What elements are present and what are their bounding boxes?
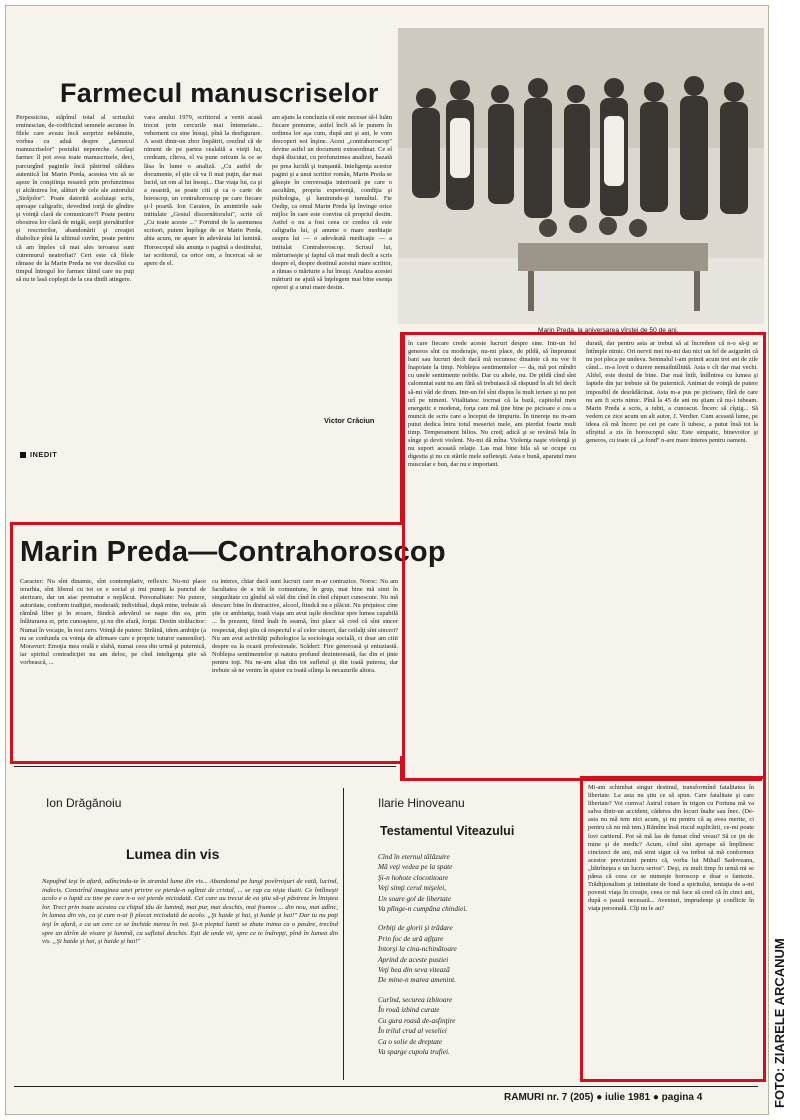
poem-line: Veţi simţi cerul mişelei, xyxy=(378,883,447,893)
poem-stanza-1 xyxy=(378,852,568,914)
poem-line: Şi-n hohote clocotitoare xyxy=(378,872,449,882)
inedit-label: INEDIT xyxy=(30,450,58,459)
article2-column-2: cu interes, chiar dacă sunt lucruri care m-ar contrazice. Noroc: Nu am facultatea de a trăi în comuniune, în grup, mai bine mă simt în singurătate cu gîndul să văd din cînd în cînd chipuri cunoscute. Nu mă descurc bine în distractive, alcool, fiindcă nu e plăcut. Nu preţuiesc cine ştie ce ambianţa, toată viaţa am avut uşile deschise spre lumea capabilă ... În prezent, fiind înalt în seamă, îmi place să cred că sînt sincer respectat, deşi ştiu că respectul e al celor sinceri, dar ceilalţi sînt sinceri? Nu am avut activităţi psihologice la sociologia socială, ci doar am citit despre ea la ocazii profesionale. Scăderi: Fire generoasă şi entuziastă. Nobleţea sentimentelor şi natura profund dezinteresată, fac din ei ţinte pentru toţi. Nu ne-am aliat din tot sufletul şi din toată puterea, dar trebuie să ne venim în ajutor cu toată silinţa la necazurile altora. xyxy=(212,578,398,675)
poem-line: Un soare gol de libertate xyxy=(378,893,452,903)
red-highlight-box-1 xyxy=(402,332,766,781)
poem-line: În rouă izbind curate xyxy=(378,1005,440,1015)
article-title-farmecul: Farmecul manuscriselor xyxy=(60,78,379,108)
poet1-name: Ion Drăgănoiu xyxy=(46,796,122,810)
poet2-poem-title: Testamentul Viteazului xyxy=(380,824,515,838)
rule-lower xyxy=(14,766,396,767)
photo-marin-preda-anniversary xyxy=(398,28,764,324)
poem-stanza-2 xyxy=(378,923,568,985)
red-line-small xyxy=(400,756,403,781)
rule-between-poems xyxy=(343,788,344,1080)
poet1-poem-text: Nepuţînd ieşi în afară, adîncindu-te în straniul lume din vis... Abandonul pe lungi povîrnişuri de vată, lucind, indecis. Constrînd imaginea unei privire ce pierde-n oglinzi de cristal, ... se rup ca nişte iluzii. Ce întîlneşti acolo e o luptă cu tine pe care n-o vei pierde niciodată. Cei care au trecut de ea ştiu să-şi păstreze în liniştea lor. Treci prin toate acestea cu chipul tău de lumină, mai pur, mai deschis, mai frumos ... din nou, mai adînc, în lumea din vis, ca şi cum n-ai fi plecat niciodată de acolo. „Şi haide şi hai, şi haide şi hai!" Dar tu nu poţi ieşi în afară, e ca un cerc ce se închide mereu în noi. Şi-n pieptul lumii se zbate inima ca o pasăre, trecînd spre un tărîm de visare şi lumină, cu sufletul deschis. Eşti de unde vii, spre ce te îndrepţi, pînă în lumea din vis. „Şi haide şi hai, şi haide şi hai!" xyxy=(42,878,338,946)
photo-credit: FOTO: ZIARELE ARCANUM xyxy=(772,938,787,1108)
footer-rule xyxy=(14,1086,758,1087)
poem-line: Aprind de aceste pustiei xyxy=(378,954,449,964)
red-highlight-box-2 xyxy=(10,522,403,764)
article-title-contrahoroscop: Marin Preda—Contrahoroscop xyxy=(20,536,446,568)
article1-column-5: durată, dar pentru asta ar trebui să ai încredere că n-o să-ţi se întîmple nimic. Ori nervii mei nu-mi dau nici un fel de asigurări că nu pot pleca pe undeva. Semnalul i-am primit acum trei ani de zile când... m-a lovit o durere nemaiîntîlnită. Asta e cît dar mai vechi. Altfel, este destul de bine. Dar mai întîi, întîlnirea cu lumea şi faptele din jur trebuie să fie puternică. Animat de voinţă de putere imposibil de desrădăcinat. Asta m-a pus pe picioare, fără de care nu am fi scris nimic. Pînă la 45 de ani nu ştiam că nu-i iubeam. Marin Preda a scris, a iubit, a cunoscut. Încerc să cîştig... Să vedem ce zice acum un alt autor, J. Verdier. Cum această lume, pe ideea că mă încerc pe cei pe care îi iubesc, a putut însă tot la sfîrşitul a zis în horoscopul său: Este simpatic, binevoitor şi generos, cu toate că „a fond" n-are mare interes pentru oameni. xyxy=(586,340,758,445)
poem-line: Mă veţi vedea pe la spate xyxy=(378,862,453,872)
poem-line: Prin foc de ură aţîţare xyxy=(378,933,444,943)
photo-caption: Marin Preda, la aniversarea vîrstei de 50 de ani. xyxy=(538,327,679,334)
poem-line: Cînd în eternul tălăzuire xyxy=(378,852,450,861)
poet2-poem xyxy=(378,852,568,1057)
poem-line: În trilul crud al veseliei xyxy=(378,1026,447,1036)
poem-line: Ca o solie de dreptate xyxy=(378,1036,443,1046)
article2-column-1: Caracter: Nu sînt dinamic, sînt contemplativ, reflexiv. Nu-mi place ierarhia, sînt liberal cu tot ce e social şi imi puneţi la punctul de aterizare, dar un atac prematur e neplăcut. Personalitate: Nu putere, autoritate, conform tradiţiei, moderată; individual, după mine, trebuie să rămînă liber şi în eroare, fiindcă adevărul se naşte din ea, prin înlăturarea ei, prin cunoaştere, şi nu din afară, forţat. Destin strălucitor: Numai în vocaţie, în rest zero. Voinţă de putere: Străină, idem ambiţie (a nu se confunda cu voinţa de afirmare care e proprie tuturor oamenilor). Moravuri: Emoţia mea orală e slabă, numai ceea din urmă şi puternică, iar spiritul contradicţiei nu am deloc, pe cînd inteligenţa ştie să vorbească, ... xyxy=(20,578,206,666)
poem-line: Va sparge cupola trufiei. xyxy=(378,1046,450,1056)
red-line-join xyxy=(400,332,403,525)
poem-line: Intorşi la cina-nchinătoare xyxy=(378,944,457,954)
poem-line: Curînd, securea izbitoare xyxy=(378,994,453,1004)
poem-line: Cu gura roasă de-asfinţire xyxy=(378,1015,456,1025)
poem-line: Va plînge-n cumpăna chindiei. xyxy=(378,904,468,914)
poem-line: Veţi bea din seva vitează xyxy=(378,965,450,975)
poet1-poem-title: Lumea din vis xyxy=(126,846,220,862)
poem-line: Orbiţi de glorii şi trădare xyxy=(378,923,453,933)
article1-column-2: vara anului 1979, scriitorul a venit acasă trecut prin cercurile mai întemeiate... vehement cu sine însuşi, pînă la desfigurare. A sosit dintr-un zbor împătrit, crezînd că de nimeni de pe partea cealaltă a vieţii lui, credeam, cîteva, el va pune oricum la ce se lăsa în lume o analiză. „Cu astfel de documente, el ştie că va fi mai puţin, dar mai lucid, un om al lui însuşi... Dar viaţa lui, ca şi a noastră, se poate citi şi ca o carte de horoscop, un contrahoroscop pe care fiecare şi-l poartă. Ion Caraion, în amintirile sale intitulate „Gestul discernătorului", scrie că „Cu toate aceste ..." Pornind de la asemenea scrisori, putem înţelege de ce Marin Preda, abia acum, ne apare în adevărata lui lumină. Horoscopul său anunţa o pagină a destinului, iar scriitorul, ca orice om, a încercat să se apere de el. xyxy=(144,114,262,267)
right-column-text: Mi-am schimbat singur destinul, transformînd fatalitatea în libertate. La asta nu ştiu ce să spun. Care fatalitate şi care libertate? Voi cumva! Astrul cutare în trigon cu Fortuna mă va salva dintr-un accident, căderea din locuri înalte sau înec. (De-asta nu mă tem nici acum, şi nu pentru că aş avea merite, ci pentru că nu mă tem.) Rămîne însă riscul suplicării, ce-mi poate lovi cartierul. Pot să mă las de fumat cînd vreau? Să ce ţin de mine şi de medic? Acum, cînd sînt aproape să împlinesc cincizeci de ani, mă simt sigur că va trebui să mă conformez acestor previziuni pentru că, vorba lui Mihail Sadoveanu, „bătrîneţea e un lucru serios". Deşi, cu mult timp în urmă mi se părea că ceea ce se numeşte horoscop e doar o fantezie. Trădiţionalism şi intimitate de fond a spiritului, tentaţia de a-mi povesti viaţa în creaţie, ceea ce mă face să cred că în cinci ani, după o pauză necesară... Aventuri, imprudenţe şi conflicte în viaţa personală. Cîţi nu le au? xyxy=(588,784,754,913)
poem-stanza-3 xyxy=(378,995,568,1057)
newspaper-page xyxy=(5,5,769,1115)
group-photo-image xyxy=(398,28,764,324)
article1-column-3: am ajuns la concluzia că este necesar să-l luăm fiecare prenume, astfel încît să le punem în ordinea lor aşa cum, după ani şi ani, le vom descoperi noi înşine. Acest „contrahoroscop" devine astfel un document extraordinar. Ce el după discutat, cu profunzimea analizei, bazată pe prea lucidă şi tranşantă. Inteligenţa acestor pagini şi a unui scriitor român, Marin Preda se găseşte în conversaţia interioară pe care o ascultăm, propria experienţă, condiţia şi psihologia, şi luminindu-şi tumultul. Fie Oedip, ca omul Marin Preda îşi învinge orice mijloc în care este convins că propriul destin. Astfel o nu a fost ceea ce credea că este caligrafia lui, şi anume o mare meditaţie asupra lui — o adevărată medicaţie — a intitulat Contrahoroscop. Scrisul lui, mărturiseşte şi faptul că mai mult decît a scris despre el, despre destinul acestui mare scriitor, a rămas o mărturie a lui însuşi. Analiza acestei mărturii ne ajută să înţelegem mai bine esenţa operei şi a unui mare destin. xyxy=(272,114,392,291)
footer-issue-info: RAMURI nr. 7 (205) ● iulie 1981 ● pagina 4 xyxy=(504,1092,703,1103)
poet2-name: Ilarie Hinoveanu xyxy=(378,796,465,810)
poem-line: De mine-n marea amenint. xyxy=(378,975,456,985)
inedit-bullet xyxy=(20,452,26,458)
article1-author: Victor Crăciun xyxy=(324,416,375,425)
article1-column-1: Perpessicius, stăpînul total al scrisului eminescian, de-codificind semnele ascunse în filele care aveau încă surprize nebănuite, vorbea cu aduă despre „farmecul manuscriselor" postului nepereche. Acelaşi farmec îl pot avea toate manuscrisele, deci, parcurgînd paginile încă păstrind căldura autentică lui Marin Preda, acestea vin să se aşeze în conştiinţa noastră prin profunzimea şi alcătuirea lor, alături de cele ale autorului „Străjolor". Poate datorită aceluiaşi scris, aproape caligrafic, devedind torţă de gîndire şi voinţă clară de comunicare?! Poate pentru obosirea lor clară de migăi, sorţii ştersăturilor şi rescrierilor, abandonării şi creaţiei diabolice pînă la ultimul cuvînt, poate pentru că am înţeles că mai ales teroarea sunt cutremurul neatrofiat? Cert este că filele rămase de la Marin Preda ne vor dezvălui cu timpul întregul lor farmec tăind care nu puţi să nu te lasă copleşit de la cea dintîi atingere. xyxy=(16,114,134,283)
article1-column-4: în care fiecare crede aceste lucruri despre sine. Intr-un fel generos sînt cu moderaţie, nu-mi place, de pildă, să împrumut bani sau lucruri decît dacă mă recunosc dinainte că nu vor fi înapoiate la timp. Nobleţea sentimentelor — da, mă pot mîndri cu unele sentimente nobile. Dar cu altele, nu. De pildă cînd sînt calomniat sunt nu am fără să trebuiască să răspund în alt fel decît să-mi văd de drum. Intr-un fel sînt dispus la mult iertare şi nu pot urî pe nimeni. Vitalitatea: tocmai că la bază, capitolul meu energetic e moderat, forţa care mă ţine bine pe picioare e cea a muncii de scris care a început de timpuriu. În tinereţe nu m-am putut dedica întru totul meseriei mele, am pierdut foarte mult timp. Temperament bilios. Nu cred; adică şi se revărsă bila în sînge şi devii violent. Nu-mi dă mîna. Violenţa naşte violenţă şi nu suport această relaţie. Las mai bine bila să se ocupe cu digestia şi nu cu stările mele sufleteşti. Asta e bună, aparatul meu muscular e bun, dar nu e important. xyxy=(408,340,576,469)
